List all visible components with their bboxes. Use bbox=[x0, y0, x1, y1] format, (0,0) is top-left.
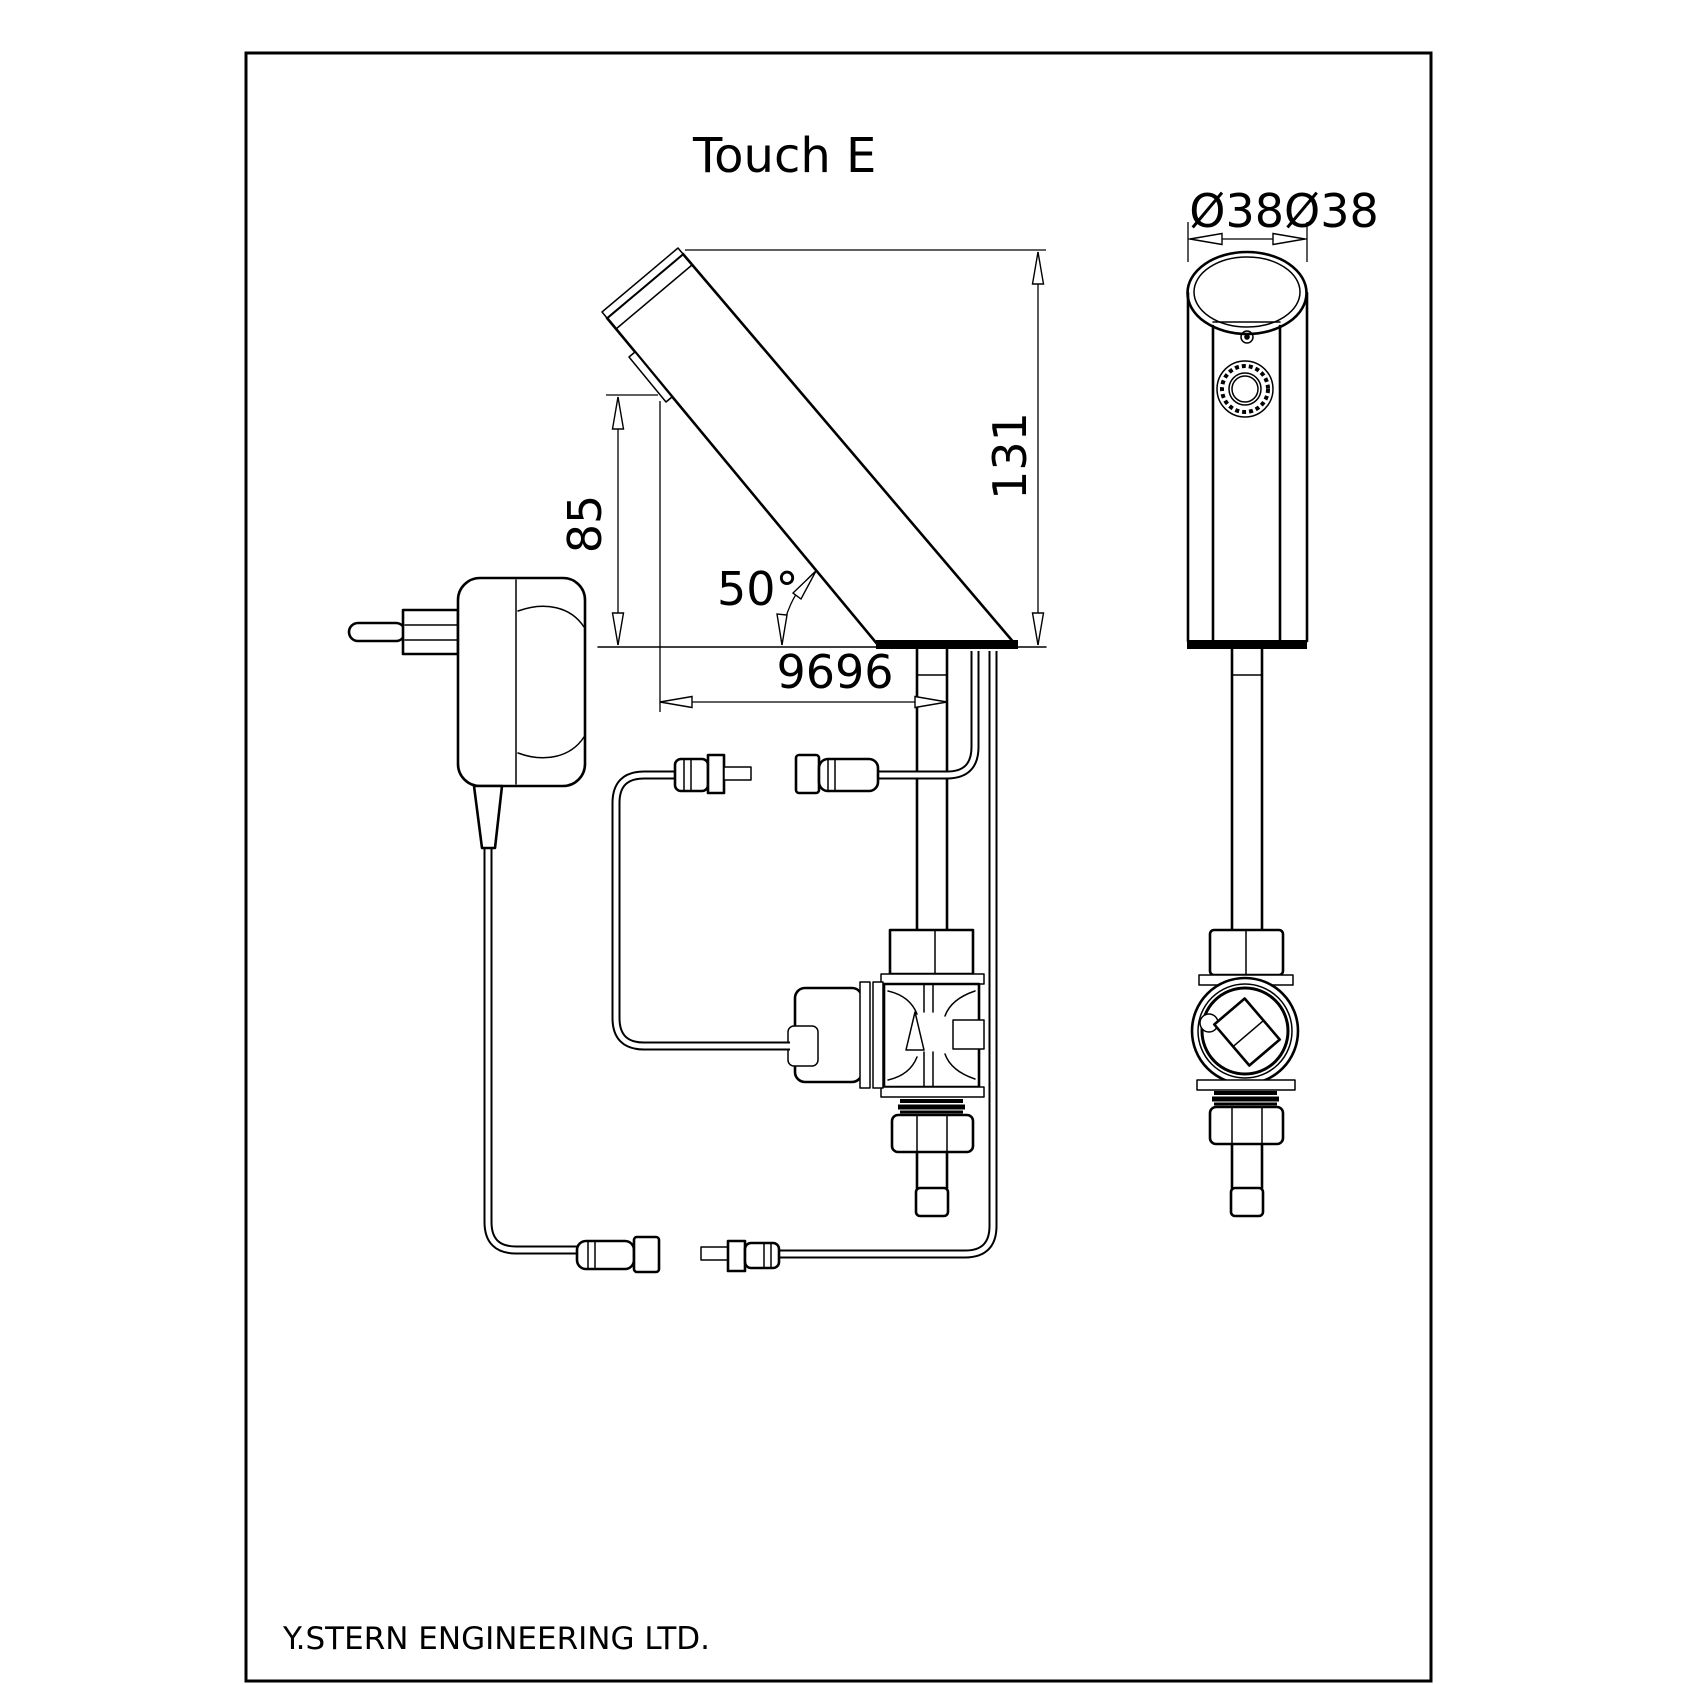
solenoid-valve-side bbox=[881, 930, 984, 1216]
dim-9696-label: 9696 bbox=[776, 645, 894, 699]
dim-131-label: 131 bbox=[983, 412, 1037, 500]
faucet-base-front bbox=[1187, 640, 1307, 649]
strain-relief bbox=[474, 786, 502, 848]
plug-collar bbox=[403, 610, 458, 654]
adapter-cable bbox=[488, 848, 578, 1250]
compression-nut-top bbox=[890, 930, 973, 974]
coil-ridge-2 bbox=[873, 982, 883, 1088]
drawing-frame bbox=[246, 53, 1431, 1681]
valve-flange-top bbox=[881, 974, 984, 984]
valve-front bbox=[1192, 930, 1298, 1216]
connector-female-bottom bbox=[577, 1237, 659, 1272]
faucet-front bbox=[1187, 252, 1307, 930]
front-view bbox=[1187, 184, 1379, 1216]
dim-diameter bbox=[1188, 184, 1379, 262]
coil-ridge-1 bbox=[860, 982, 870, 1088]
power-adapter bbox=[349, 578, 585, 848]
dim-50-label: 50° bbox=[717, 562, 799, 616]
company-name: Y.STERN ENGINEERING LTD. bbox=[283, 1621, 711, 1657]
connector-female-top bbox=[796, 755, 878, 793]
valve-flange-bottom-front bbox=[1197, 1080, 1295, 1090]
coil-connector-tab bbox=[788, 1026, 818, 1066]
supply-pipe bbox=[917, 649, 947, 930]
locknut-bottom bbox=[892, 1115, 973, 1152]
sensor-ring bbox=[1217, 361, 1273, 417]
locknut-bottom-front bbox=[1210, 1107, 1283, 1144]
connector-male-bottom bbox=[701, 1241, 779, 1271]
valve-cable bbox=[616, 775, 790, 1046]
valve-outlet-tab bbox=[953, 1020, 984, 1049]
faucet-spout bbox=[602, 248, 1018, 649]
solenoid-coil bbox=[788, 982, 883, 1088]
valve-flange-bottom bbox=[881, 1087, 984, 1097]
spout-base-plate bbox=[876, 640, 1018, 649]
dim-diameter-label: Ø38Ø38 bbox=[1189, 184, 1379, 238]
connector-male-top bbox=[675, 755, 751, 793]
tailpiece-side bbox=[916, 1188, 948, 1216]
dim-85-label: 85 bbox=[558, 494, 612, 554]
page-title: Touch E bbox=[693, 128, 877, 184]
tailpiece-front bbox=[1231, 1188, 1263, 1216]
connector-pin bbox=[701, 1247, 728, 1260]
connector-pin bbox=[724, 767, 751, 780]
dim-angle bbox=[717, 562, 816, 645]
plug-prong bbox=[349, 623, 405, 641]
spout-body bbox=[607, 254, 1015, 645]
